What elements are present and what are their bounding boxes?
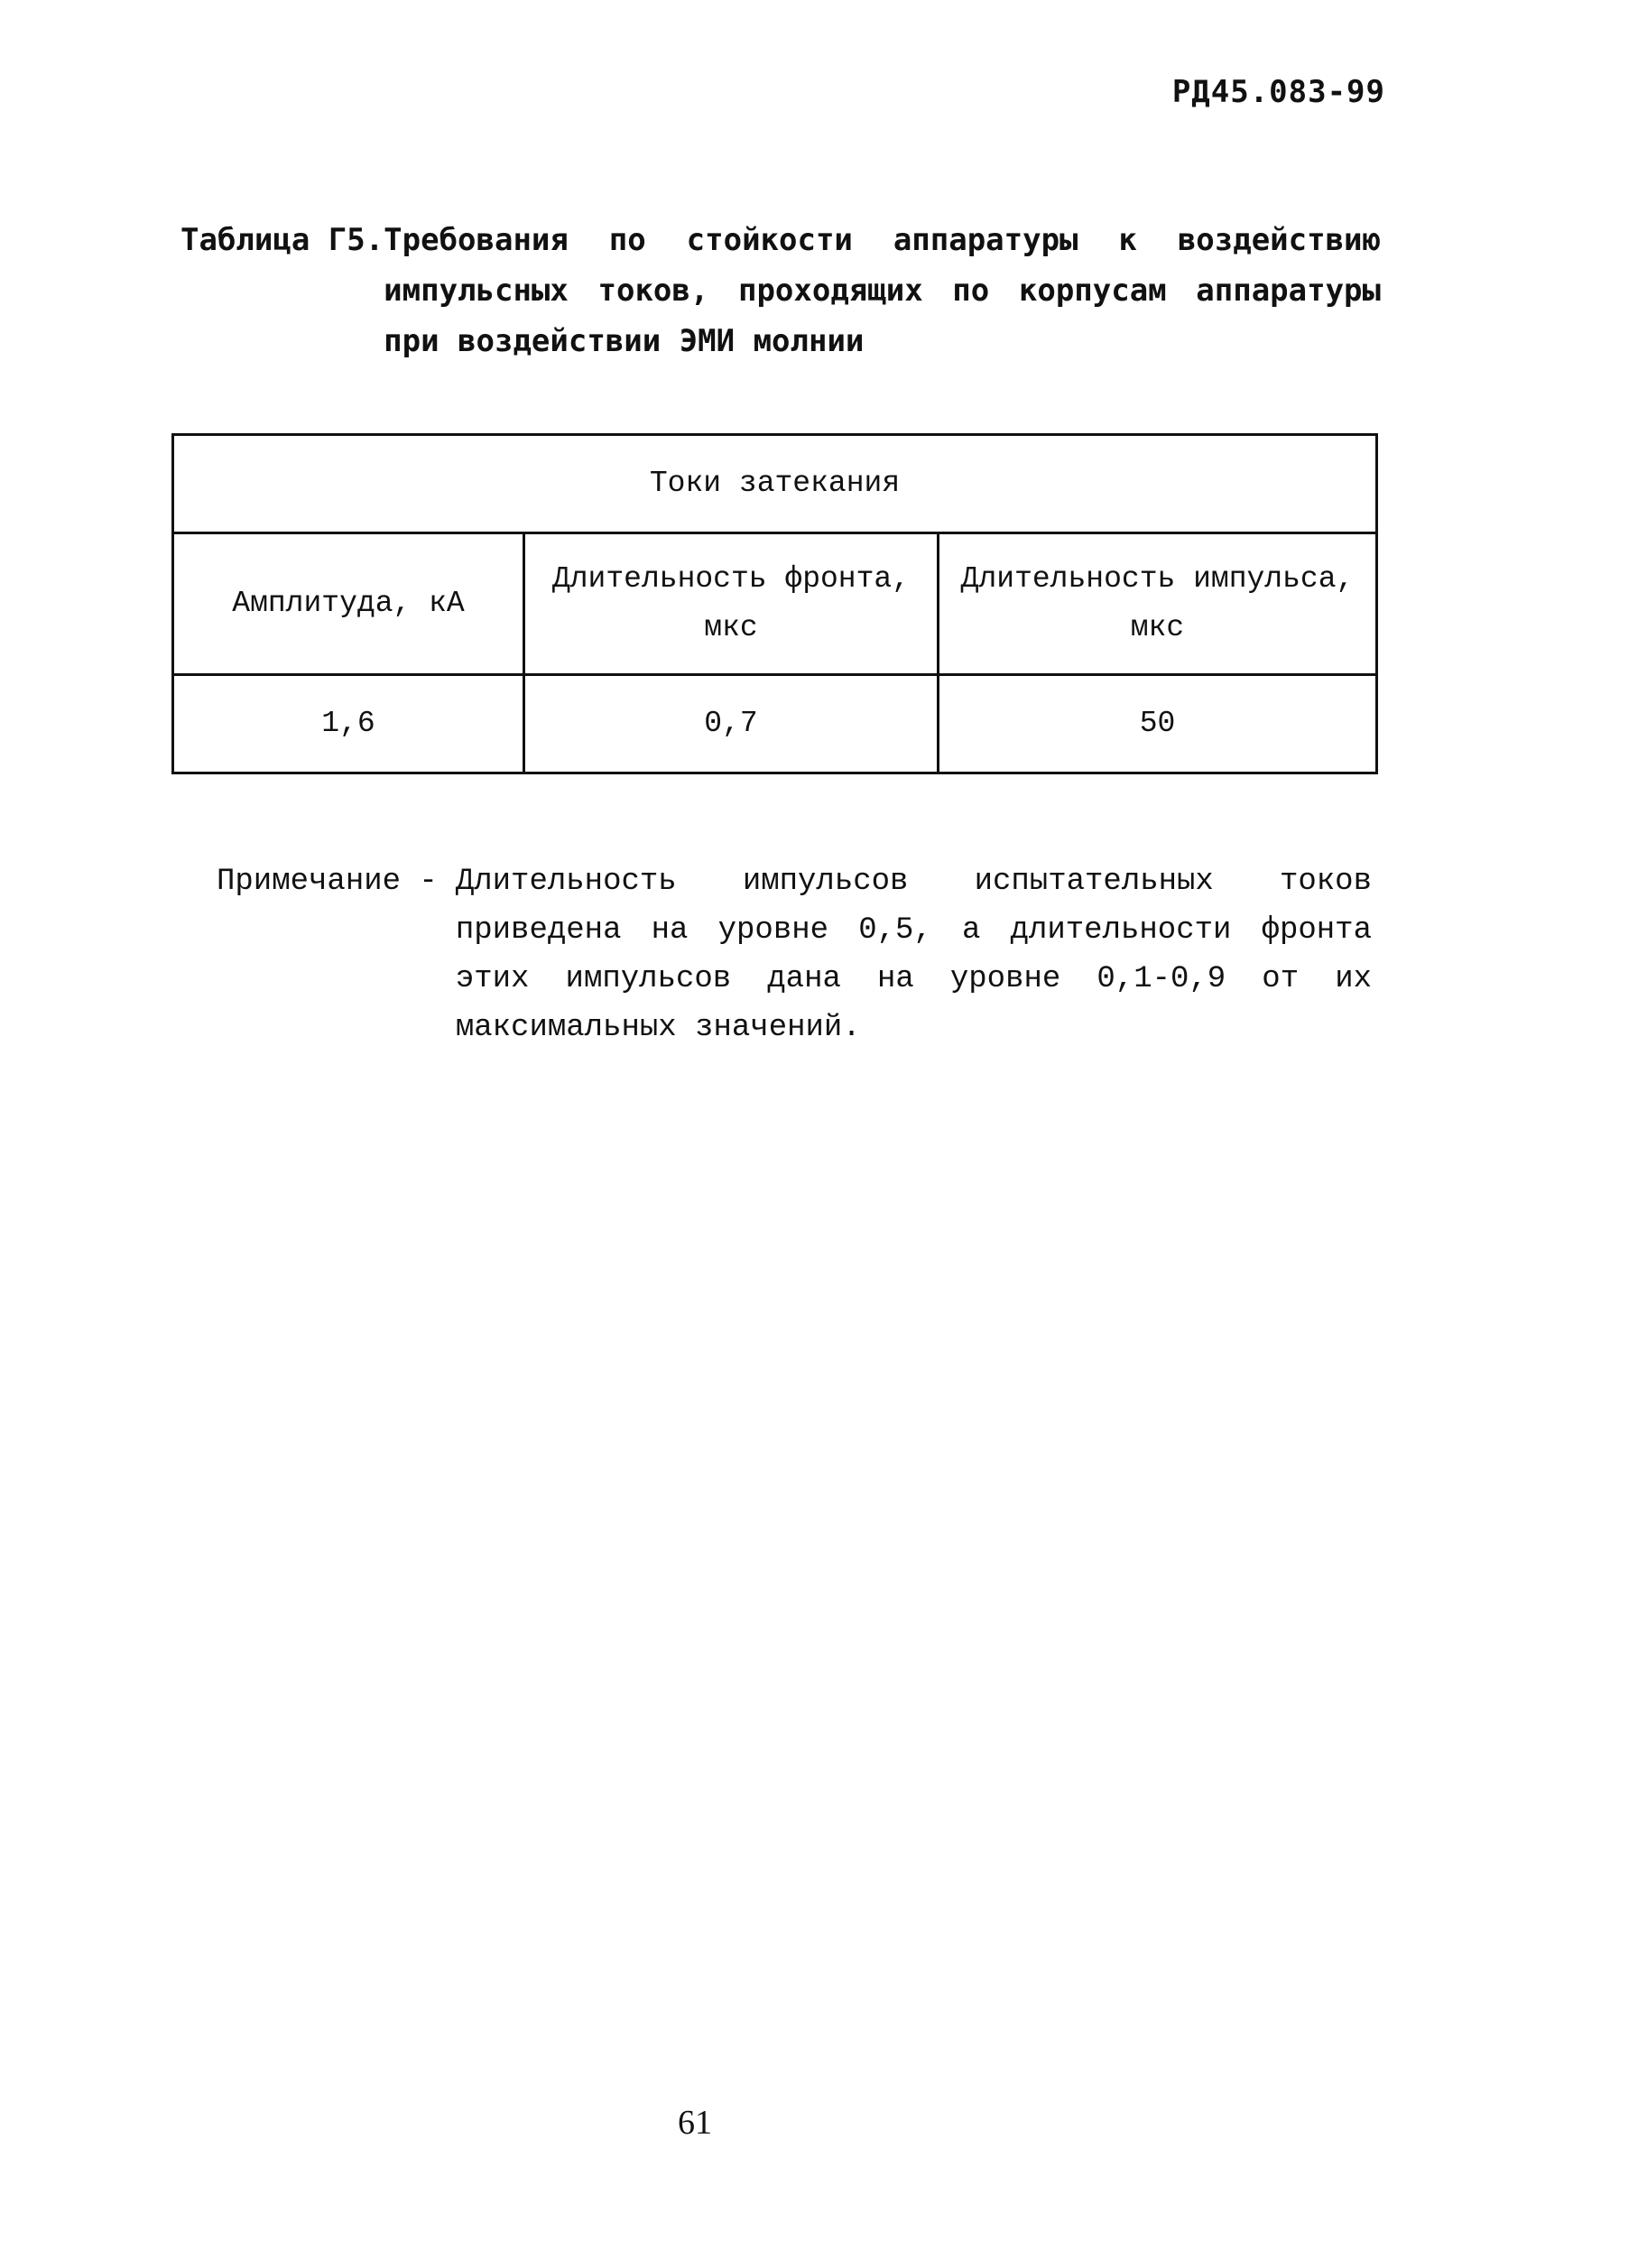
note-text: Длительность импульсов испытательных токов приведена на уровне 0,5, а длительности фронта этих импульсов дана на уровне 0,1-0,9 от их максимальных значений. (455, 865, 1372, 1045)
column-header-pulse-duration: Длительность импульса, мкс (939, 533, 1377, 675)
table-caption (180, 215, 1381, 366)
table-caption-text: Требования по стойкости аппаратуры к воздействию импульсных токов, проходящих по корпусам аппаратуры при воздействии ЭМИ молнии (384, 222, 1381, 359)
table-cell-amplitude: 1,6 (173, 675, 524, 773)
table-row (173, 675, 1377, 773)
table-cell-front-duration: 0,7 (524, 675, 939, 773)
table-header-row (173, 533, 1377, 675)
table-note (217, 857, 1372, 1052)
document-code: РД45.083-99 (1171, 74, 1385, 110)
page-number: 61 (678, 2104, 712, 2142)
table-group-header-row (173, 435, 1377, 533)
column-header-front-duration: Длительность фронта, мкс (524, 533, 939, 675)
note-label: Примечание - (217, 865, 438, 899)
table-cell-pulse-duration: 50 (939, 675, 1377, 773)
column-header-amplitude: Амплитуда, кА (173, 533, 524, 675)
currents-table (171, 433, 1378, 774)
table-caption-label: Таблица Г5. (180, 222, 384, 258)
table-group-header: Токи затекания (173, 435, 1377, 533)
